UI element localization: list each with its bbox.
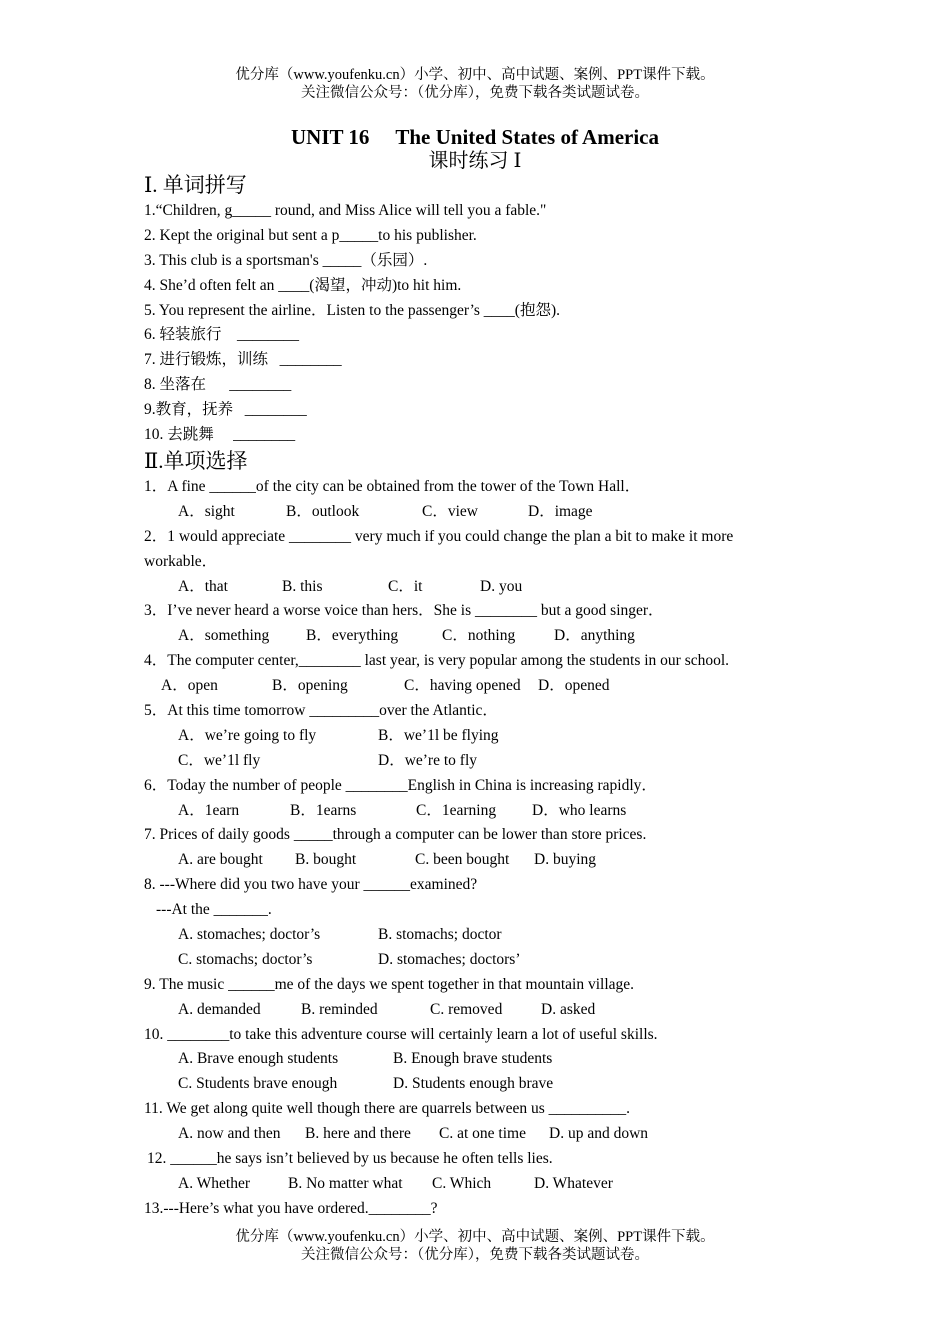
answer-option[interactable]: B. this — [282, 577, 323, 595]
spelling-item: 2. Kept the original but sent a p_____to his publisher. — [144, 226, 477, 244]
answer-option[interactable]: C．1earning — [416, 801, 497, 819]
option-row — [144, 948, 804, 973]
answer-option[interactable]: C. removed — [430, 1000, 503, 1018]
answer-option[interactable]: B. Enough brave students — [393, 1050, 553, 1068]
answer-option[interactable]: A. stomaches; doctor’s — [178, 925, 321, 943]
question-stem: 2．1 would appreciate ________ very much if you could change the plan a bit to make it more workable． — [144, 527, 734, 570]
question-stem: 9. The music ______me of the days we spent together in that mountain village. — [144, 975, 635, 993]
option-row — [144, 1122, 804, 1147]
answer-option[interactable]: D．image — [528, 502, 593, 520]
footer-line-2: 关注微信公众号：（优分库），免费下载各类试题试卷。 — [301, 1247, 649, 1263]
answer-option[interactable]: D. asked — [541, 1000, 596, 1018]
page-title — [0, 124, 950, 150]
spelling-list — [144, 199, 804, 448]
question-stem: 7. Prices of daily goods _____through a computer can be lower than store prices. — [144, 826, 647, 844]
answer-option[interactable]: B. No matter what — [288, 1174, 403, 1192]
answer-option[interactable]: A．something — [178, 627, 270, 645]
page-footer — [0, 1228, 950, 1264]
answer-option[interactable]: C. stomachs; doctor’s — [178, 950, 313, 968]
question-stem: 10. ________to take this adventure course will certainly learn a lot of useful skills. — [144, 1025, 658, 1043]
answer-option[interactable]: A. are bought — [178, 851, 263, 869]
answer-option[interactable]: D. buying — [534, 851, 596, 869]
option-row — [144, 799, 804, 824]
answer-option[interactable]: A. Brave enough students — [178, 1050, 339, 1068]
exercise-content — [144, 172, 804, 1222]
answer-option[interactable]: A．open — [161, 677, 218, 695]
spelling-item: 1.“Children, g_____ round, and Miss Alice will tell you a fable." — [144, 202, 547, 219]
answer-option[interactable]: C. been bought — [415, 851, 510, 869]
option-row — [144, 1047, 804, 1072]
answer-option[interactable]: D. up and down — [549, 1125, 649, 1143]
answer-option[interactable]: B. bought — [295, 851, 357, 869]
answer-option[interactable]: D. Whatever — [534, 1174, 613, 1192]
answer-option[interactable]: B. reminded — [301, 1000, 378, 1018]
answer-option[interactable]: D．opened — [538, 677, 610, 695]
answer-option[interactable]: D．we’re to fly — [378, 751, 477, 769]
answer-option[interactable]: C．we’1l fly — [178, 751, 261, 769]
answer-option[interactable]: C．it — [388, 577, 423, 595]
answer-option[interactable]: A．1earn — [178, 801, 240, 819]
spelling-item: 3. This club is a sportsman's _____（乐园）. — [144, 251, 428, 269]
answer-option[interactable]: D. you — [480, 577, 523, 595]
option-row — [144, 923, 804, 948]
answer-option[interactable]: D．who learns — [532, 801, 627, 819]
question-stem: 6．Today the number of people ________English in China is increasing rapidly． — [144, 776, 657, 794]
footer-line-1: 优分库（www.youfenku.cn）小学、初中、高中试题、案例、PPT课件下载。 — [235, 1229, 715, 1245]
unit-label: UNIT 16 — [290, 125, 370, 149]
answer-option[interactable]: B. stomachs; doctor — [378, 925, 502, 943]
question-stem-answer: ---At the _______. — [156, 901, 272, 919]
answer-option[interactable]: A．sight — [178, 502, 235, 520]
answer-option[interactable]: A．we’re going to fly — [178, 726, 317, 744]
spelling-item: 10. 去跳舞 ________ — [144, 426, 296, 444]
answer-option[interactable]: D. Students enough brave — [393, 1075, 554, 1093]
option-row — [144, 724, 804, 749]
unit-name: The United States of America — [395, 125, 660, 149]
answer-option[interactable]: C. at one time — [439, 1125, 526, 1143]
spelling-item: 9.教育，抚养 ________ — [144, 401, 307, 419]
option-row — [144, 1172, 804, 1197]
page-subtitle: 课时练习 Ⅰ — [428, 150, 522, 172]
option-row — [144, 500, 804, 525]
answer-option[interactable]: C．nothing — [442, 627, 516, 645]
option-row — [144, 624, 804, 649]
answer-option[interactable]: D. stomaches; doctors’ — [378, 950, 521, 968]
answer-option[interactable]: C．having opened — [404, 677, 521, 695]
page-header — [0, 66, 950, 102]
spelling-item: 5. You represent the airline．Listen to the passenger’s ____(抱怨). — [144, 301, 560, 319]
spelling-item: 6. 轻装旅行 ________ — [144, 326, 300, 344]
option-row — [144, 575, 804, 600]
answer-option[interactable]: B．outlook — [286, 502, 360, 520]
spelling-item: 7. 进行锻炼，训练 ________ — [144, 351, 342, 369]
question-stem: 3．I’ve never heard a worse voice than hers．She is ________ but a good singer． — [144, 602, 664, 620]
option-row — [144, 848, 804, 873]
answer-option[interactable]: A. demanded — [178, 1000, 261, 1018]
answer-option[interactable]: C. Students brave enough — [178, 1075, 338, 1093]
answer-option[interactable]: A. Whether — [178, 1174, 251, 1192]
answer-option[interactable]: D．anything — [554, 627, 635, 645]
spelling-item: 8. 坐落在 ________ — [144, 376, 292, 394]
question-stem: 5．At this time tomorrow _________over the Atlantic． — [144, 701, 498, 719]
answer-option[interactable]: B．everything — [306, 627, 399, 645]
answer-option[interactable]: B．1earns — [290, 801, 357, 819]
option-row — [144, 998, 804, 1023]
question-stem: 1．A fine ______of the city can be obtained from the tower of the Town Hall． — [144, 477, 641, 495]
question-stem: 8. ---Where did you two have your ______examined? — [144, 876, 478, 894]
question-stem: 13.---Here’s what you have ordered.________? — [144, 1199, 438, 1217]
answer-option[interactable]: A．that — [178, 577, 228, 595]
section-2-heading: Ⅱ.单项选择 — [144, 448, 248, 473]
answer-option[interactable]: A. now and then — [178, 1125, 281, 1143]
question-stem: 4．The computer center,________ last year, is very popular among the students in our school. — [144, 652, 730, 670]
option-row — [144, 674, 804, 699]
answer-option[interactable]: C. Which — [432, 1174, 492, 1192]
question-stem: 12. ______he says isn’t believed by us because he often tells lies. — [147, 1149, 553, 1167]
question-stem: 11. We get along quite well though there are quarrels between us __________. — [144, 1100, 631, 1118]
answer-option[interactable]: B. here and there — [305, 1125, 411, 1143]
option-row — [144, 749, 804, 774]
option-row — [144, 1072, 804, 1097]
section-1-heading: Ⅰ. 单词拼写 — [144, 173, 247, 197]
answer-option[interactable]: B．we’1l be flying — [378, 726, 499, 744]
multiple-choice-list — [144, 475, 804, 1222]
header-line-1: 优分库（www.youfenku.cn）小学、初中、高中试题、案例、PPT课件下载。 — [235, 67, 715, 83]
answer-option[interactable]: B．opening — [272, 677, 348, 695]
answer-option[interactable]: C．view — [422, 502, 478, 520]
spelling-item: 4. She’d often felt an ____(渴望，冲动)to hit him. — [144, 276, 462, 294]
header-line-2: 关注微信公众号：（优分库），免费下载各类试题试卷。 — [301, 85, 649, 101]
